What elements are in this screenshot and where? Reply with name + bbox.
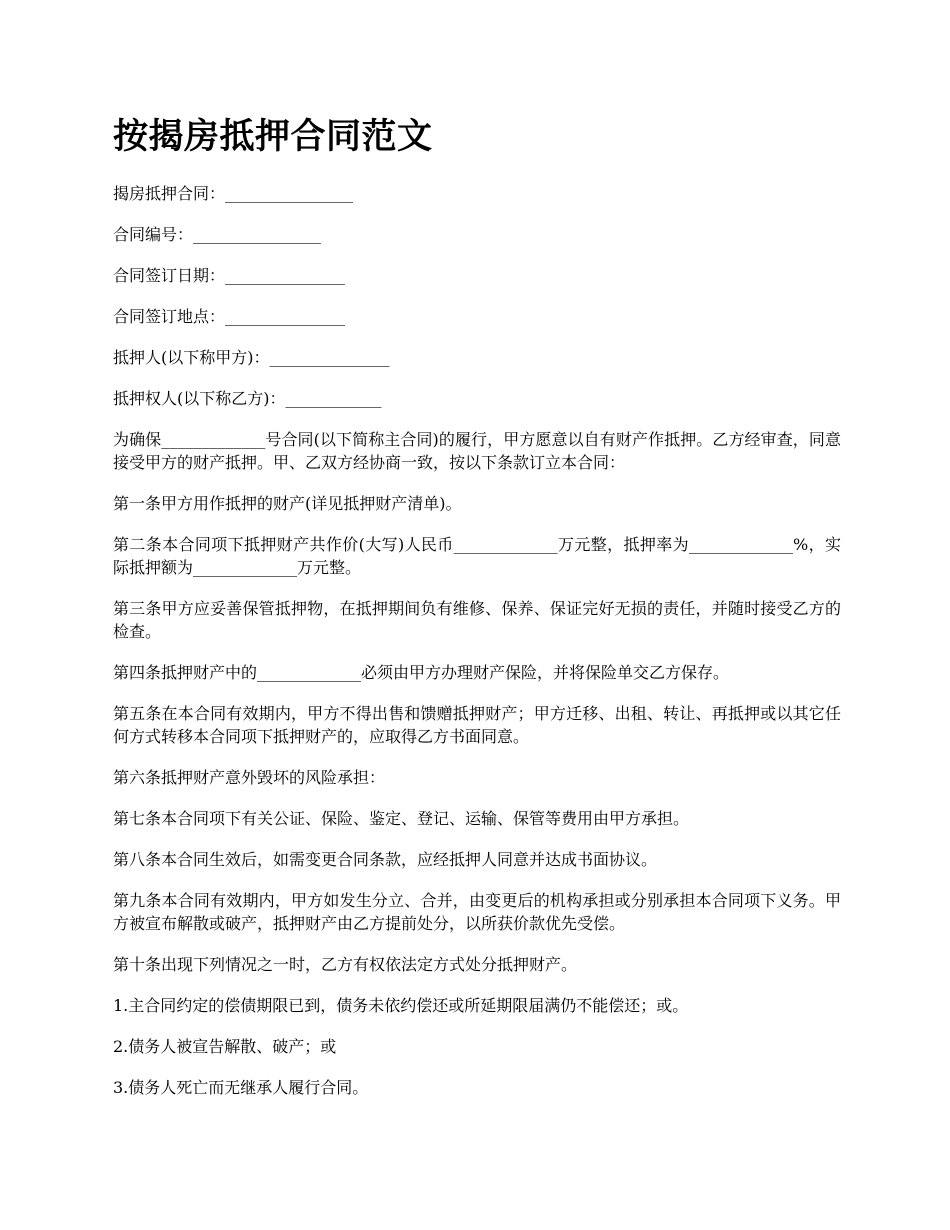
contract-number-line: 合同编号：________________ bbox=[113, 225, 322, 244]
article-3: 第三条甲方应妥善保管抵押物，在抵押期间负有维修、保养、保证完好无损的责任，并随时接受乙方的检查。 bbox=[113, 599, 841, 641]
article-2: 第二条本合同项下抵押财产共作价(大写)人民币_____________万元整，抵押率为_____________%，实际抵押额为_____________万元整。 bbox=[113, 535, 841, 577]
mortgagee-line: 抵押权人(以下称乙方)：____________ bbox=[113, 389, 382, 408]
article-9: 第九条本合同有效期内，甲方如发生分立、合并，由变更后的机构承担或分别承担本合同项下义务。甲方被宣布解散或破产，抵押财产由乙方提前处分，以所获价款优先受偿。 bbox=[113, 891, 841, 933]
signing-date-line: 合同签订日期：_______________ bbox=[113, 266, 346, 285]
article-6: 第六条抵押财产意外毁坏的风险承担： bbox=[113, 768, 386, 787]
list-item-2: 2.债务人被宣告解散、破产；或 bbox=[113, 1037, 337, 1056]
preamble-paragraph: 为确保_____________号合同(以下简称主合同)的履行，甲方愿意以自有财产作抵押。乙方经审查，同意接受甲方的财产抵押。甲、乙双方经协商一致，按以下条款订立本合同： bbox=[113, 430, 841, 472]
article-5: 第五条在本合同有效期内，甲方不得出售和馈赠抵押财产；甲方迁移、出租、转让、再抵押或以其它任何方式转移本合同项下抵押财产的，应取得乙方书面同意。 bbox=[113, 704, 841, 746]
document-page bbox=[113, 112, 841, 1117]
article-10: 第十条出现下列情况之一时，乙方有权依法定方式处分抵押财产。 bbox=[113, 955, 578, 974]
mortgagor-line: 抵押人(以下称甲方)：_______________ bbox=[113, 348, 390, 367]
signing-place-line: 合同签订地点：_______________ bbox=[113, 307, 346, 326]
article-7: 第七条本合同项下有关公证、保险、鉴定、登记、运输、保管等费用由甲方承担。 bbox=[113, 809, 690, 828]
list-item-1: 1.主合同约定的偿债期限已到，债务未依约偿还或所延期限届满仍不能偿还；或。 bbox=[113, 996, 689, 1015]
list-item-3: 3.债务人死亡而无继承人履行合同。 bbox=[113, 1078, 369, 1097]
article-1: 第一条甲方用作抵押的财产(详见抵押财产清单)。 bbox=[113, 494, 462, 513]
document-title: 按揭房抵押合同范文 bbox=[113, 116, 433, 157]
article-8: 第八条本合同生效后，如需变更合同条款，应经抵押人同意并达成书面协议。 bbox=[113, 850, 658, 869]
article-4: 第四条抵押财产中的_____________必须由甲方办理财产保险，并将保险单交乙方保存。 bbox=[113, 663, 730, 682]
contract-name-line: 揭房抵押合同：________________ bbox=[113, 184, 354, 203]
